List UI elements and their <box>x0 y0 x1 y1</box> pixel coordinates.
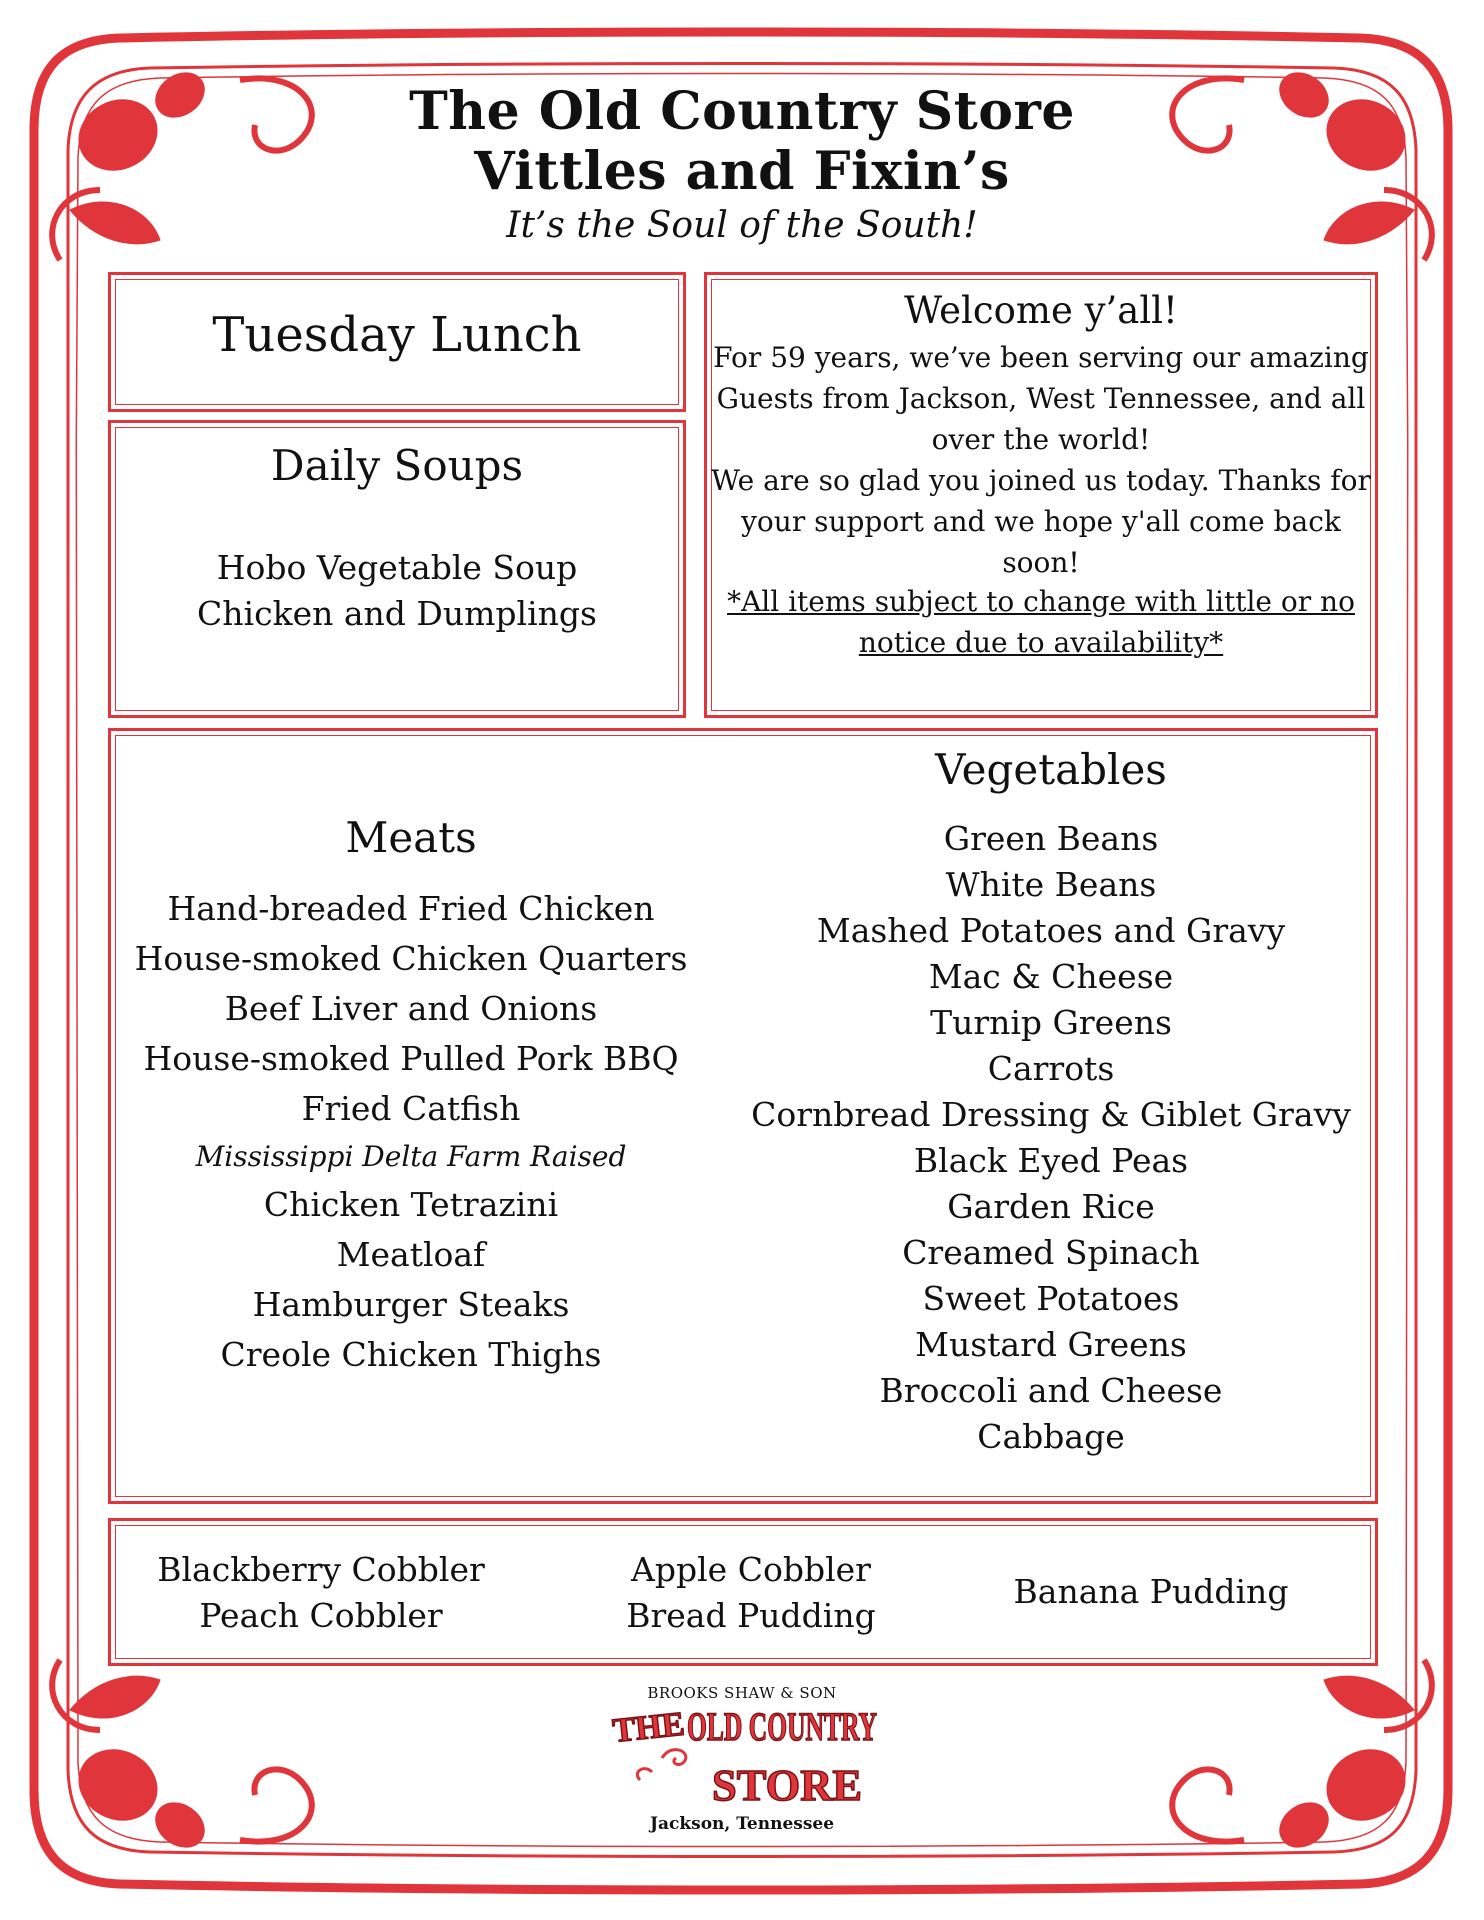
vegetable-item: Turnip Greens <box>930 1003 1172 1042</box>
day-title: Tuesday Lunch <box>212 307 582 363</box>
dessert-column-2 <box>551 1547 951 1639</box>
meats-column <box>131 813 691 1380</box>
corner-ornament-bottom-left <box>52 1660 312 1856</box>
corner-ornament-top-right <box>1172 64 1432 260</box>
dessert-item: Bread Pudding <box>626 1596 876 1635</box>
availability-notice: *All items subject to change with little or no notice due to availability* <box>727 585 1355 659</box>
corner-ornament-top-left <box>52 64 312 260</box>
dessert-column-1 <box>131 1547 511 1639</box>
meat-item: Fried Catfish <box>301 1089 521 1128</box>
dessert-item: Blackberry Cobbler <box>157 1550 485 1589</box>
vegetable-item: Broccoli and Cheese <box>879 1371 1223 1410</box>
dessert-item: Peach Cobbler <box>199 1596 443 1635</box>
vegetable-item: Black Eyed Peas <box>913 1141 1189 1180</box>
meats-title: Meats <box>345 813 477 862</box>
store-logo <box>592 1680 892 1840</box>
logo-line-1: OLD COUNTRY <box>687 1704 878 1749</box>
meat-item: House-smoked Pulled Pork BBQ <box>143 1039 679 1078</box>
tagline: It’s the Soul of the South! <box>506 205 978 246</box>
meat-item: House-smoked Chicken Quarters <box>134 939 688 978</box>
day-box <box>108 272 686 412</box>
vegetable-item: Garden Rice <box>947 1187 1155 1226</box>
main-menu-box <box>108 728 1378 1504</box>
vegetable-item: Mashed Potatoes and Gravy <box>816 911 1286 950</box>
dessert-item: Apple Cobbler <box>631 1550 871 1589</box>
vegetables-column <box>751 745 1351 1460</box>
meat-item: Meatloaf <box>336 1235 486 1274</box>
soups-title: Daily Soups <box>270 441 524 490</box>
welcome-title: Welcome y’all! <box>904 289 1178 332</box>
meat-item: Hand-breaded Fried Chicken <box>167 889 655 928</box>
meat-item: Beef Liver and Onions <box>224 989 598 1028</box>
vegetable-item: Green Beans <box>943 819 1159 858</box>
menu-title <box>300 82 1184 202</box>
meat-item: Hamburger Steaks <box>252 1285 570 1324</box>
welcome-box <box>704 272 1378 718</box>
logo-emblem <box>592 1702 892 1814</box>
meat-item: Chicken Tetrazini <box>263 1185 559 1224</box>
meat-item-note: Mississippi Delta Farm Raised <box>195 1140 627 1173</box>
soup-item: Chicken and Dumplings <box>197 594 597 633</box>
soups-box <box>108 420 686 718</box>
vegetable-item: Carrots <box>987 1049 1115 1088</box>
vegetable-item: Mac & Cheese <box>928 957 1174 996</box>
vegetables-title: Vegetables <box>935 745 1167 794</box>
vegetable-item: Sweet Potatoes <box>922 1279 1180 1318</box>
title-line-1: The Old Country Store <box>409 81 1075 142</box>
title-line-2: Vittles and Fixin’s <box>474 141 1010 202</box>
welcome-text: For 59 years, we’ve been serving our amazing Guests from Jackson, West Tennessee, and all over the world! We are so glad you joined us today. Thanks for your support and we hope y'all come back soon! <box>711 341 1371 579</box>
dessert-column-3 <box>951 1569 1351 1615</box>
corner-ornament-bottom-right <box>1172 1660 1432 1856</box>
vegetable-item: Creamed Spinach <box>902 1233 1200 1272</box>
logo-top-text: BROOKS SHAW & SON <box>647 1684 837 1702</box>
vegetable-item: Cornbread Dressing & Giblet Gravy <box>751 1095 1351 1134</box>
logo-store-text: STORE <box>712 1761 862 1810</box>
vegetable-item: Cabbage <box>977 1417 1125 1456</box>
vegetable-item: White Beans <box>945 865 1157 904</box>
vegetable-item: Mustard Greens <box>915 1325 1187 1364</box>
meat-item: Creole Chicken Thighs <box>220 1335 602 1374</box>
desserts-box <box>108 1518 1378 1666</box>
soup-item: Hobo Vegetable Soup <box>216 548 578 587</box>
dessert-item: Banana Pudding <box>1013 1572 1289 1611</box>
logo-the-text: THE <box>610 1705 687 1750</box>
logo-place: Jackson, Tennessee <box>649 1814 835 1834</box>
